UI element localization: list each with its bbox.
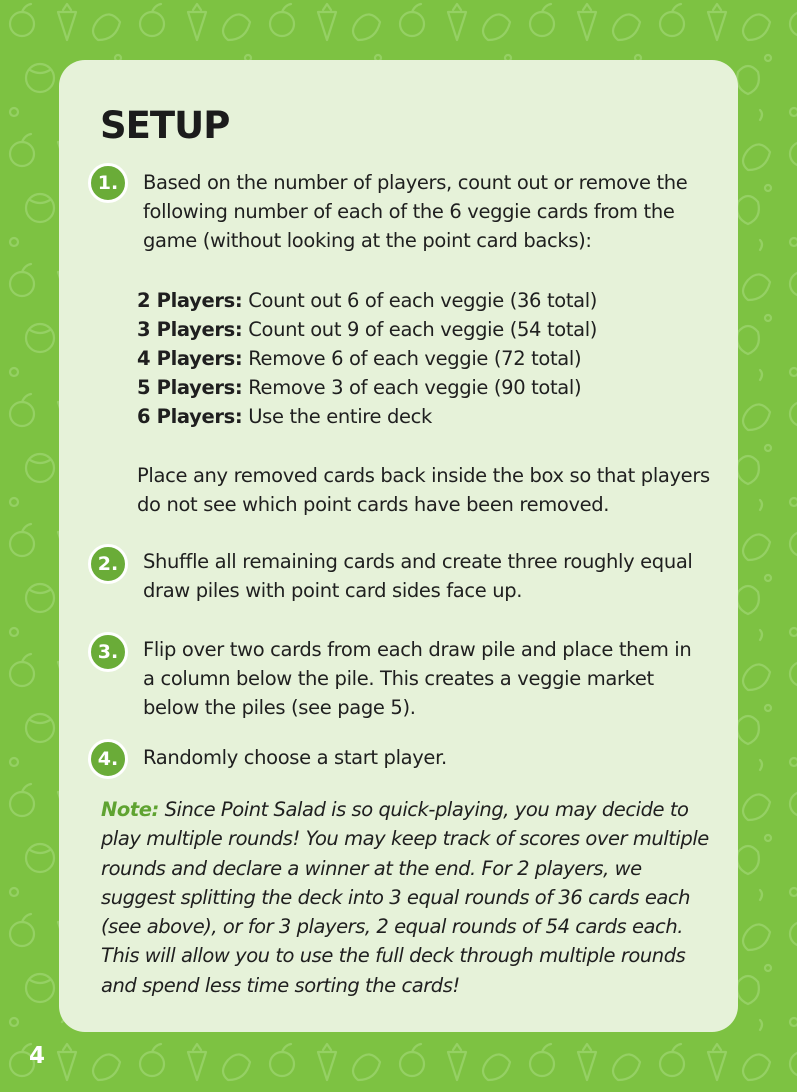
- note-text: Since Point Salad is so quick-playing, you may decide to play multiple rounds! You may keep track of scores over multiple rounds and declare a winner at the end. For 2 players, we suggest splitting the deck into 3 equal rounds of 36 cards each (see above), or for 3 players, 2 equal rounds of 54 cards each. This will allow you to use the full deck through multiple rounds and spend less time sorting the cards!: [101, 798, 709, 997]
- player-count-row: [137, 373, 717, 402]
- step-2-text: Shuffle all remaining cards and create three roughly equal draw piles with point card sides face up.: [143, 550, 693, 602]
- removed-cards-note: Place any removed cards back inside the box so that players do not see which point cards have been removed.: [137, 464, 710, 516]
- player-count-label: 6 Players:: [137, 405, 243, 428]
- player-count-label: 2 Players:: [137, 289, 243, 312]
- player-count-row: [137, 315, 717, 344]
- step-1-badge: 1.: [88, 163, 128, 203]
- note-paragraph: [101, 795, 711, 1000]
- step-3-text: Flip over two cards from each draw pile and place them in a column below the pile. This creates a veggie market below the piles (see page 5).: [143, 638, 692, 719]
- page-title: SETUP: [100, 104, 230, 147]
- note-label: Note:: [101, 798, 159, 821]
- player-count-label: 4 Players:: [137, 347, 243, 370]
- player-count-row: [137, 344, 717, 373]
- player-count-row: [137, 286, 717, 315]
- page-number: 4: [29, 1043, 46, 1069]
- player-count-text: Remove 3 of each veggie (90 total): [248, 376, 582, 399]
- player-count-text: Count out 9 of each veggie (54 total): [248, 318, 598, 341]
- player-count-label: 5 Players:: [137, 376, 243, 399]
- step-3-badge: 3.: [88, 632, 128, 672]
- player-count-label: 3 Players:: [137, 318, 243, 341]
- player-count-row: [137, 402, 717, 431]
- step-4-text: Randomly choose a start player.: [143, 746, 447, 769]
- step-2-badge: 2.: [88, 544, 128, 584]
- step-4-badge: 4.: [88, 739, 128, 779]
- player-count-text: Use the entire deck: [248, 405, 432, 428]
- step-1-text: Based on the number of players, count out or remove the following number of each of the 6 veggie cards from the game (without looking at the point card backs):: [143, 171, 688, 252]
- player-count-text: Count out 6 of each veggie (36 total): [248, 289, 598, 312]
- player-count-list: [137, 286, 717, 431]
- player-count-text: Remove 6 of each veggie (72 total): [248, 347, 582, 370]
